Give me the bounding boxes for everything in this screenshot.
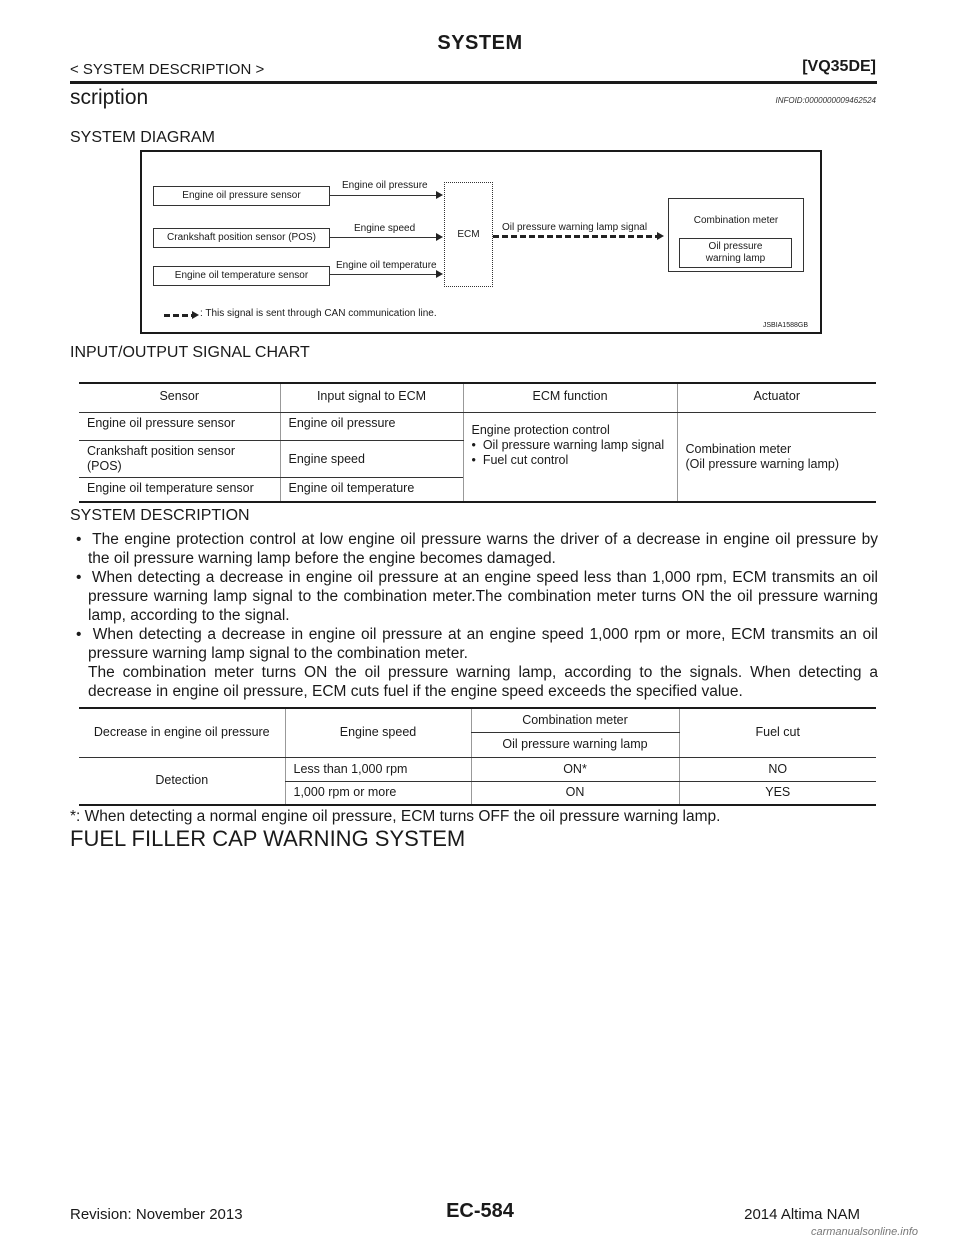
signal-cell: Engine oil pressure — [280, 413, 463, 441]
function-title: Engine protection control — [471, 423, 610, 437]
signal-label-oil-pressure: Engine oil pressure — [342, 180, 428, 191]
engine-oil-pressure-sensor-box: Engine oil pressure sensor — [153, 186, 330, 206]
signal-cell: Engine oil temperature — [280, 478, 463, 503]
header-fuel-cut: Fuel cut — [679, 708, 876, 757]
list-item: • Fuel cut control — [471, 453, 569, 467]
crankshaft-position-sensor-box: Crankshaft position sensor (POS) — [153, 228, 330, 248]
system-diagram — [140, 150, 822, 334]
header-actuator: Actuator — [677, 383, 876, 413]
header-rule — [70, 81, 877, 84]
bullet-continuation: The combination meter turns ON the oil pressure warning lamp, according to the signals. When detecting a decrease in engine oil pressure, ECM cuts fuel if the engine speed exceeds the specified value. — [88, 664, 878, 700]
fuel-cut-cell: YES — [679, 781, 876, 805]
info-id: INFOID:0000000009462524 — [775, 96, 876, 105]
ecm-box: ECM — [444, 182, 493, 287]
signal-label-oil-temperature: Engine oil temperature — [336, 260, 437, 271]
actuator-line1: Combination meter — [685, 442, 792, 456]
signal-cell: Engine speed — [280, 441, 463, 478]
section-title: scription — [70, 86, 149, 109]
can-signal-line — [493, 235, 659, 238]
sensor-cell: Engine oil temperature sensor — [79, 478, 280, 503]
arrow-icon — [657, 232, 664, 240]
page-header-title: SYSTEM — [437, 32, 523, 54]
table-footnote: *: When detecting a normal engine oil pressure, ECM turns OFF the oil pressure warning lamp. — [70, 808, 721, 825]
io-signal-table — [79, 382, 876, 503]
header-ecm-function: ECM function — [463, 383, 677, 413]
legend-can-line — [164, 314, 194, 317]
list-item: • When detecting a decrease in engine oil pressure at an engine speed less than 1,000 rpm, ECM transmits an oil pressure warning lamp signal to the combination meter.The combination meter turns ON the oil pressure warning lamp, according to the signal. — [76, 569, 878, 624]
model-name: 2014 Altima NAM — [744, 1206, 860, 1223]
lamp-cell: ON* — [471, 757, 679, 781]
io-chart-heading: INPUT/OUTPUT SIGNAL CHART — [70, 344, 310, 361]
detection-cell: Detection — [79, 757, 285, 805]
detection-table — [79, 707, 876, 806]
engine-speed-cell: Less than 1,000 rpm — [285, 757, 471, 781]
sensor-cell: Engine oil pressure sensor — [79, 413, 280, 441]
header-sensor: Sensor — [79, 383, 280, 413]
combination-meter-label: Combination meter — [693, 215, 779, 226]
list-item: • Oil pressure warning lamp signal — [471, 438, 665, 452]
actuator-line2: (Oil pressure warning lamp) — [685, 457, 840, 471]
arrow-icon — [436, 233, 443, 241]
next-section-heading: FUEL FILLER CAP WARNING SYSTEM — [70, 826, 466, 851]
table-row — [79, 413, 876, 441]
actuator-cell — [677, 413, 876, 503]
arrow-icon — [436, 191, 443, 199]
fuel-cut-cell: NO — [679, 757, 876, 781]
arrow-icon — [436, 270, 443, 278]
table-row — [79, 757, 876, 781]
function-list — [472, 438, 669, 468]
signal-label-engine-speed: Engine speed — [354, 223, 416, 234]
header-combination-meter: Combination meter — [471, 708, 679, 732]
ecm-function-cell — [463, 413, 677, 503]
header-warning-lamp: Oil pressure warning lamp — [471, 732, 679, 757]
list-item: • The engine protection control at low engine oil pressure warns the driver of a decrease in engine oil pressure by the oil pressure warning lamp before the engine becomes damaged. — [76, 531, 878, 567]
header-input-signal: Input signal to ECM — [280, 383, 463, 413]
header-engine-speed: Engine speed — [285, 708, 471, 757]
header-decrease: Decrease in engine oil pressure — [79, 708, 285, 757]
signal-line — [330, 195, 438, 196]
revision-date: Revision: November 2013 — [70, 1206, 243, 1223]
output-signal-label: Oil pressure warning lamp signal — [502, 222, 648, 233]
signal-line — [330, 274, 438, 275]
watermark: carmanualsonline.info — [810, 1226, 918, 1238]
engine-code: [VQ35DE] — [802, 58, 876, 75]
arrow-icon — [192, 311, 199, 319]
figure-code: JSBIA1588GB — [762, 322, 808, 329]
lamp-cell: ON — [471, 781, 679, 805]
breadcrumb: < SYSTEM DESCRIPTION > — [70, 61, 265, 78]
list-item: • When detecting a decrease in engine oil pressure at an engine speed 1,000 rpm or more, ECM transmits an oil pressure warning lamp signal to the combination meter. The combination meter turns ON the oil pressure warning lamp, according to the signals. When detecting a decrease in engine oil pressure, ECM cuts fuel if the engine speed exceeds the specified value. — [76, 626, 878, 700]
sensor-cell: Crankshaft position sensor (POS) — [79, 441, 280, 478]
engine-oil-temperature-sensor-box: Engine oil temperature sensor — [153, 266, 330, 286]
legend-text: : This signal is sent through CAN communication line. — [200, 308, 437, 319]
signal-line — [330, 237, 438, 238]
engine-speed-cell: 1,000 rpm or more — [285, 781, 471, 805]
system-diagram-heading: SYSTEM DIAGRAM — [70, 129, 215, 146]
warning-lamp-box: Oil pressure warning lamp — [679, 238, 792, 268]
description-list — [70, 530, 878, 701]
system-description-heading: SYSTEM DESCRIPTION — [70, 507, 250, 524]
page-number: EC-584 — [446, 1200, 514, 1222]
